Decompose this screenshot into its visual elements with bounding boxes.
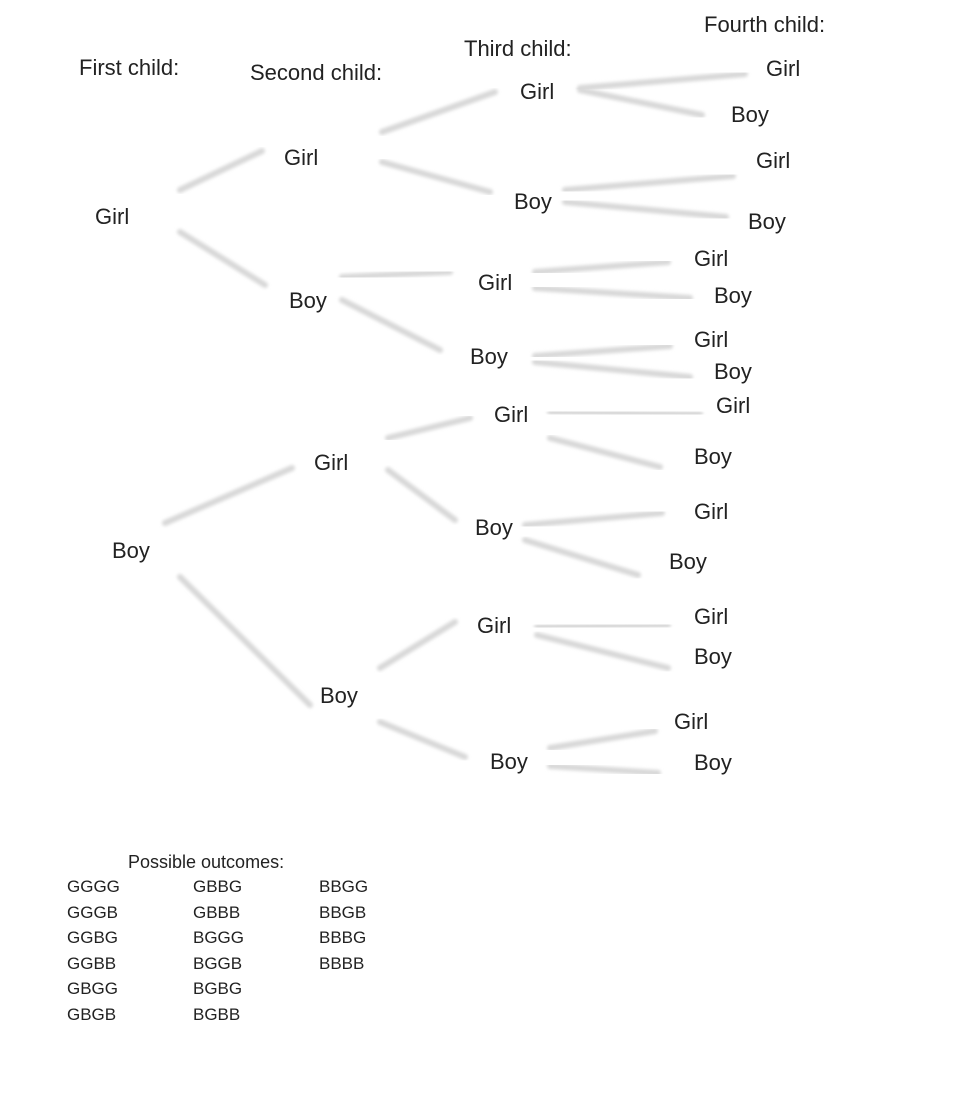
outcomes-title: Possible outcomes: — [128, 852, 285, 872]
header-first-child: First child: — [79, 55, 180, 80]
branch-ggg-b — [580, 90, 702, 115]
node-gbbb: Boy — [714, 359, 752, 384]
branch-gbg-b — [535, 288, 690, 298]
outcome-item: BGBB — [193, 1004, 241, 1024]
node-gbgg: Girl — [694, 246, 729, 271]
branch-bbg-b — [537, 635, 668, 668]
header-fourth-child: Fourth child: — [704, 12, 826, 37]
outcome-item: BGBG — [193, 979, 243, 999]
branch-ggb-b — [565, 202, 726, 217]
node-ggbb: Boy — [748, 209, 786, 234]
node-ggbg: Girl — [756, 148, 791, 173]
branch-bgg-g — [550, 412, 700, 414]
node-bbgg: Girl — [694, 604, 729, 629]
branch-bb-bbg — [380, 622, 455, 668]
node-g: Girl — [95, 204, 130, 229]
branch-ggb-g — [565, 176, 733, 190]
node-gbb: Boy — [470, 344, 508, 369]
outcomes-column-2 — [193, 876, 303, 1030]
node-gbbg: Girl — [694, 327, 729, 352]
outcome-item: GBGB — [67, 1004, 117, 1024]
branch-bbg-g — [537, 625, 668, 627]
node-bbbb: Boy — [694, 750, 732, 775]
node-bbgb: Boy — [694, 644, 732, 669]
node-bg: Girl — [314, 450, 349, 475]
branch-bbb-b — [550, 766, 658, 773]
outcome-item: GGBG — [67, 928, 119, 948]
branch-bgb-g — [525, 513, 662, 525]
header-second-child: Second child: — [250, 60, 383, 85]
branch-gg-ggb — [382, 162, 490, 192]
outcome-item: BBGB — [319, 902, 367, 922]
branch-ggg-g — [580, 74, 745, 88]
branch-b-bb — [180, 577, 310, 705]
outcome-item: GBBG — [193, 877, 243, 896]
node-ggg: Girl — [520, 79, 555, 104]
branch-bgb-b — [525, 540, 638, 575]
branch-bgg-b — [550, 438, 660, 467]
branch-gg-ggg — [382, 92, 495, 132]
header-third-child: Third child: — [464, 36, 572, 61]
outcomes-column-1 — [67, 876, 177, 1030]
node-gbg: Girl — [478, 270, 513, 295]
outcome-item: BGGB — [193, 953, 243, 973]
node-b: Boy — [112, 538, 150, 563]
node-gg: Girl — [284, 145, 319, 170]
outcomes-column-3 — [319, 876, 429, 978]
node-bgb: Boy — [475, 515, 513, 540]
outcome-item: GGBB — [67, 953, 117, 973]
node-ggb: Boy — [514, 189, 552, 214]
node-bb: Boy — [320, 683, 358, 708]
branch-bg-bgb — [388, 470, 455, 520]
branch-b-bg — [165, 468, 292, 523]
node-gbgb: Boy — [714, 283, 752, 308]
outcome-item: GGGG — [67, 877, 120, 896]
node-gggg: Girl — [766, 56, 801, 81]
outcome-item: GBGG — [67, 979, 119, 999]
node-bbbg: Girl — [674, 709, 709, 734]
branch-gbb-g — [535, 346, 670, 356]
node-bggg: Girl — [716, 393, 751, 418]
node-bgg: Girl — [494, 402, 529, 427]
branch-bbb-g — [550, 731, 655, 748]
branch-g-gb — [180, 232, 265, 285]
outcome-item: GBBB — [193, 902, 241, 922]
node-bgbg: Girl — [694, 499, 729, 524]
node-bggb: Boy — [694, 444, 732, 469]
outcome-item: BBBG — [319, 928, 367, 948]
branch-gbg-g — [535, 262, 668, 272]
node-bbg: Girl — [477, 613, 512, 638]
branch-bb-bbb — [380, 722, 465, 757]
outcome-item: GGGB — [67, 902, 119, 922]
branch-bg-bgg — [388, 418, 470, 438]
node-gggb: Boy — [731, 102, 769, 127]
node-bbb: Boy — [490, 749, 528, 774]
branch-g-gg — [180, 151, 262, 190]
branch-gb-gbb — [342, 300, 440, 350]
branch-gbb-b — [535, 362, 690, 377]
outcome-item: BGGG — [193, 928, 245, 948]
outcome-item: BBBB — [319, 953, 365, 973]
outcome-item: BBGG — [319, 877, 369, 896]
branch-gb-gbg — [342, 272, 450, 277]
node-bgbb: Boy — [669, 549, 707, 574]
node-gb: Boy — [289, 288, 327, 313]
